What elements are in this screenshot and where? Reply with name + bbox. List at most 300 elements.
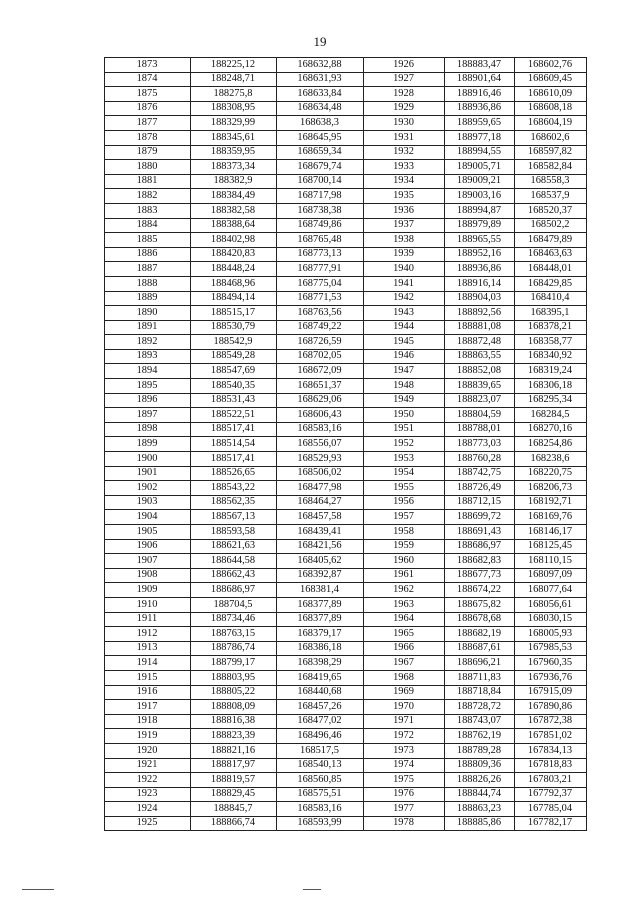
- cell-point-number-left: 1910: [105, 597, 191, 612]
- cell-y-right: 167792,37: [515, 787, 587, 802]
- cell-point-number-right: 1927: [364, 72, 445, 87]
- cell-y-right: 168410,4: [515, 291, 587, 306]
- table-row: [105, 364, 587, 379]
- cell-x-left: 188547,69: [191, 364, 277, 379]
- cell-point-number-left: 1911: [105, 612, 191, 627]
- cell-x-left: 188817,97: [191, 758, 277, 773]
- cell-point-number-right: 1946: [364, 349, 445, 364]
- cell-point-number-right: 1969: [364, 685, 445, 700]
- table-row: [105, 72, 587, 87]
- table-row: [105, 58, 587, 73]
- cell-y-left: 168506,02: [277, 466, 364, 481]
- cell-x-right: 188863,55: [445, 349, 515, 364]
- cell-point-number-left: 1884: [105, 218, 191, 233]
- table-row: [105, 437, 587, 452]
- cell-x-right: 188682,19: [445, 627, 515, 642]
- cell-y-left: 168496,46: [277, 729, 364, 744]
- cell-x-right: 188678,68: [445, 612, 515, 627]
- cell-point-number-right: 1970: [364, 700, 445, 715]
- cell-y-right: 168284,5: [515, 408, 587, 423]
- cell-point-number-left: 1887: [105, 262, 191, 277]
- table-row: [105, 160, 587, 175]
- cell-point-number-right: 1954: [364, 466, 445, 481]
- cell-y-left: 168405,62: [277, 554, 364, 569]
- cell-y-left: 168556,07: [277, 437, 364, 452]
- cell-x-left: 188803,95: [191, 670, 277, 685]
- cell-point-number-left: 1918: [105, 714, 191, 729]
- cell-x-left: 188468,96: [191, 276, 277, 291]
- cell-x-left: 188819,57: [191, 773, 277, 788]
- cell-point-number-left: 1892: [105, 335, 191, 350]
- cell-x-left: 188567,13: [191, 510, 277, 525]
- cell-point-number-right: 1937: [364, 218, 445, 233]
- cell-y-left: 168439,41: [277, 525, 364, 540]
- cell-point-number-left: 1879: [105, 145, 191, 160]
- cell-x-left: 188821,16: [191, 743, 277, 758]
- cell-point-number-right: 1926: [364, 58, 445, 73]
- cell-point-number-right: 1928: [364, 87, 445, 102]
- cell-x-right: 188885,86: [445, 816, 515, 831]
- table-row: [105, 262, 587, 277]
- cell-x-right: 188712,15: [445, 495, 515, 510]
- cell-x-right: 188901,64: [445, 72, 515, 87]
- cell-x-left: 188823,39: [191, 729, 277, 744]
- cell-point-number-left: 1899: [105, 437, 191, 452]
- cell-y-right: 167785,04: [515, 802, 587, 817]
- cell-y-right: 167803,21: [515, 773, 587, 788]
- cell-y-left: 168717,98: [277, 189, 364, 204]
- cell-y-left: 168672,09: [277, 364, 364, 379]
- cell-x-left: 188514,54: [191, 437, 277, 452]
- cell-x-right: 188936,86: [445, 101, 515, 116]
- cell-point-number-left: 1896: [105, 393, 191, 408]
- cell-point-number-right: 1974: [364, 758, 445, 773]
- cell-point-number-left: 1923: [105, 787, 191, 802]
- cell-x-right: 188789,28: [445, 743, 515, 758]
- cell-point-number-right: 1972: [364, 729, 445, 744]
- table-row: [105, 203, 587, 218]
- cell-point-number-left: 1878: [105, 130, 191, 145]
- cell-point-number-left: 1877: [105, 116, 191, 131]
- cell-point-number-right: 1953: [364, 452, 445, 467]
- cell-point-number-left: 1904: [105, 510, 191, 525]
- cell-point-number-right: 1962: [364, 583, 445, 598]
- cell-y-right: 168479,89: [515, 233, 587, 248]
- cell-x-left: 188308,95: [191, 101, 277, 116]
- cell-y-right: 167872,38: [515, 714, 587, 729]
- cell-point-number-right: 1945: [364, 335, 445, 350]
- cell-y-right: 168448,01: [515, 262, 587, 277]
- table-row: [105, 422, 587, 437]
- cell-x-right: 188773,03: [445, 437, 515, 452]
- cell-point-number-right: 1967: [364, 656, 445, 671]
- cell-point-number-left: 1925: [105, 816, 191, 831]
- cell-point-number-right: 1971: [364, 714, 445, 729]
- cell-point-number-left: 1880: [105, 160, 191, 175]
- cell-x-right: 188892,56: [445, 306, 515, 321]
- table-row: [105, 685, 587, 700]
- cell-x-left: 188373,34: [191, 160, 277, 175]
- cell-x-right: 189003,16: [445, 189, 515, 204]
- cell-y-left: 168421,56: [277, 539, 364, 554]
- table-row: [105, 481, 587, 496]
- cell-x-left: 188384,49: [191, 189, 277, 204]
- cell-x-left: 188402,98: [191, 233, 277, 248]
- cell-y-right: 168192,71: [515, 495, 587, 510]
- cell-x-left: 188382,58: [191, 203, 277, 218]
- cell-y-left: 168560,85: [277, 773, 364, 788]
- table-row: [105, 189, 587, 204]
- cell-x-right: 188844,74: [445, 787, 515, 802]
- table-row: [105, 349, 587, 364]
- cell-point-number-left: 1901: [105, 466, 191, 481]
- table-row: [105, 291, 587, 306]
- cell-y-left: 168464,27: [277, 495, 364, 510]
- cell-y-left: 168419,65: [277, 670, 364, 685]
- cell-y-right: 167782,17: [515, 816, 587, 831]
- cell-x-right: 188977,18: [445, 130, 515, 145]
- cell-y-right: 168610,09: [515, 87, 587, 102]
- cell-point-number-left: 1890: [105, 306, 191, 321]
- cell-x-right: 188823,07: [445, 393, 515, 408]
- cell-point-number-right: 1941: [364, 276, 445, 291]
- cell-y-right: 168110,15: [515, 554, 587, 569]
- cell-y-left: 168702,05: [277, 349, 364, 364]
- cell-y-left: 168398,29: [277, 656, 364, 671]
- table-row: [105, 583, 587, 598]
- cell-y-left: 168632,88: [277, 58, 364, 73]
- cell-x-right: 188677,73: [445, 568, 515, 583]
- page-number: 19: [313, 34, 327, 49]
- cell-y-left: 168651,37: [277, 379, 364, 394]
- cell-x-right: 188696,21: [445, 656, 515, 671]
- table-row: [105, 539, 587, 554]
- cell-point-number-left: 1881: [105, 174, 191, 189]
- cell-y-left: 168645,95: [277, 130, 364, 145]
- cell-x-left: 188549,28: [191, 349, 277, 364]
- cell-y-right: 168169,76: [515, 510, 587, 525]
- cell-point-number-right: 1936: [364, 203, 445, 218]
- table-row: [105, 174, 587, 189]
- table-row: [105, 568, 587, 583]
- cell-point-number-right: 1973: [364, 743, 445, 758]
- table-row: [105, 233, 587, 248]
- cell-y-right: 168319,24: [515, 364, 587, 379]
- cell-x-left: 188494,14: [191, 291, 277, 306]
- table-row: [105, 612, 587, 627]
- cell-point-number-right: 1932: [364, 145, 445, 160]
- cell-point-number-left: 1889: [105, 291, 191, 306]
- cell-y-left: 168517,5: [277, 743, 364, 758]
- cell-y-right: 168340,92: [515, 349, 587, 364]
- table-row: [105, 714, 587, 729]
- cell-x-left: 188786,74: [191, 641, 277, 656]
- table-row: [105, 335, 587, 350]
- cell-y-left: 168700,14: [277, 174, 364, 189]
- cell-y-left: 168529,93: [277, 452, 364, 467]
- cell-x-left: 188530,79: [191, 320, 277, 335]
- cell-point-number-left: 1873: [105, 58, 191, 73]
- table-row: [105, 408, 587, 423]
- cell-point-number-left: 1906: [105, 539, 191, 554]
- cell-y-left: 168749,22: [277, 320, 364, 335]
- table-row: [105, 276, 587, 291]
- cell-x-left: 188517,41: [191, 452, 277, 467]
- cell-point-number-left: 1882: [105, 189, 191, 204]
- cell-point-number-right: 1947: [364, 364, 445, 379]
- table-row: [105, 802, 587, 817]
- table-row: [105, 816, 587, 831]
- cell-point-number-left: 1885: [105, 233, 191, 248]
- table-row: [105, 452, 587, 467]
- cell-x-right: 188687,61: [445, 641, 515, 656]
- cell-x-left: 188515,17: [191, 306, 277, 321]
- table-row: [105, 247, 587, 262]
- cell-x-left: 188662,43: [191, 568, 277, 583]
- cell-point-number-right: 1930: [364, 116, 445, 131]
- cell-point-number-left: 1886: [105, 247, 191, 262]
- cell-y-left: 168765,48: [277, 233, 364, 248]
- cell-x-right: 188881,08: [445, 320, 515, 335]
- cell-point-number-right: 1935: [364, 189, 445, 204]
- table-row: [105, 670, 587, 685]
- cell-y-right: 168220,75: [515, 466, 587, 481]
- cell-point-number-right: 1950: [364, 408, 445, 423]
- cell-y-left: 168638,3: [277, 116, 364, 131]
- cell-point-number-right: 1944: [364, 320, 445, 335]
- table-row: [105, 393, 587, 408]
- cell-y-left: 168477,02: [277, 714, 364, 729]
- cell-point-number-right: 1961: [364, 568, 445, 583]
- cell-y-left: 168583,16: [277, 802, 364, 817]
- cell-point-number-left: 1914: [105, 656, 191, 671]
- cell-x-right: 188743,07: [445, 714, 515, 729]
- cell-point-number-right: 1955: [364, 481, 445, 496]
- cell-y-right: 168582,84: [515, 160, 587, 175]
- table-row: [105, 787, 587, 802]
- cell-y-left: 168593,99: [277, 816, 364, 831]
- table-row: [105, 597, 587, 612]
- cell-point-number-right: 1959: [364, 539, 445, 554]
- cell-x-right: 189005,71: [445, 160, 515, 175]
- cell-x-right: 188760,28: [445, 452, 515, 467]
- cell-point-number-left: 1909: [105, 583, 191, 598]
- cell-y-right: 168254,86: [515, 437, 587, 452]
- cell-x-left: 188829,45: [191, 787, 277, 802]
- cell-point-number-right: 1940: [364, 262, 445, 277]
- cell-y-right: 168206,73: [515, 481, 587, 496]
- cell-point-number-left: 1916: [105, 685, 191, 700]
- cell-y-left: 168771,53: [277, 291, 364, 306]
- footer-mark-left: [22, 889, 54, 890]
- cell-x-left: 188522,51: [191, 408, 277, 423]
- cell-x-right: 188916,46: [445, 87, 515, 102]
- cell-x-right: 188965,55: [445, 233, 515, 248]
- cell-x-right: 188883,47: [445, 58, 515, 73]
- cell-y-left: 168629,06: [277, 393, 364, 408]
- cell-y-right: 168602,76: [515, 58, 587, 73]
- cell-point-number-left: 1888: [105, 276, 191, 291]
- cell-y-left: 168392,87: [277, 568, 364, 583]
- table-row: [105, 116, 587, 131]
- table-row: [105, 306, 587, 321]
- cell-point-number-right: 1964: [364, 612, 445, 627]
- cell-y-left: 168457,58: [277, 510, 364, 525]
- table-row: [105, 87, 587, 102]
- cell-x-left: 188543,22: [191, 481, 277, 496]
- cell-y-right: 168502,2: [515, 218, 587, 233]
- cell-x-left: 188805,22: [191, 685, 277, 700]
- cell-x-right: 188979,89: [445, 218, 515, 233]
- cell-x-right: 188686,97: [445, 539, 515, 554]
- table-row: [105, 145, 587, 160]
- cell-x-left: 188799,17: [191, 656, 277, 671]
- cell-x-left: 188531,43: [191, 393, 277, 408]
- cell-point-number-right: 1943: [364, 306, 445, 321]
- cell-x-left: 188866,74: [191, 816, 277, 831]
- cell-point-number-left: 1920: [105, 743, 191, 758]
- cell-y-left: 168763,56: [277, 306, 364, 321]
- cell-x-right: 188682,83: [445, 554, 515, 569]
- cell-point-number-right: 1978: [364, 816, 445, 831]
- cell-y-left: 168777,91: [277, 262, 364, 277]
- cell-y-right: 168238,6: [515, 452, 587, 467]
- cell-x-right: 189009,21: [445, 174, 515, 189]
- cell-x-right: 188872,48: [445, 335, 515, 350]
- cell-y-left: 168457,26: [277, 700, 364, 715]
- cell-y-left: 168440,68: [277, 685, 364, 700]
- cell-point-number-left: 1907: [105, 554, 191, 569]
- table-row: [105, 554, 587, 569]
- table-row: [105, 379, 587, 394]
- cell-x-right: 188804,59: [445, 408, 515, 423]
- cell-y-right: 168097,09: [515, 568, 587, 583]
- cell-point-number-right: 1934: [364, 174, 445, 189]
- cell-y-right: 167985,53: [515, 641, 587, 656]
- cell-x-right: 188675,82: [445, 597, 515, 612]
- cell-x-left: 188704,5: [191, 597, 277, 612]
- cell-x-right: 188788,01: [445, 422, 515, 437]
- cell-x-right: 188726,49: [445, 481, 515, 496]
- cell-point-number-right: 1968: [364, 670, 445, 685]
- cell-x-left: 188808,09: [191, 700, 277, 715]
- cell-point-number-right: 1975: [364, 773, 445, 788]
- cell-x-right: 188699,72: [445, 510, 515, 525]
- cell-point-number-left: 1894: [105, 364, 191, 379]
- cell-y-left: 168633,84: [277, 87, 364, 102]
- cell-y-left: 168377,89: [277, 597, 364, 612]
- cell-y-right: 167960,35: [515, 656, 587, 671]
- cell-point-number-right: 1929: [364, 101, 445, 116]
- cell-x-right: 188742,75: [445, 466, 515, 481]
- cell-x-left: 188763,15: [191, 627, 277, 642]
- cell-point-number-left: 1924: [105, 802, 191, 817]
- cell-point-number-right: 1933: [364, 160, 445, 175]
- cell-x-right: 188728,72: [445, 700, 515, 715]
- cell-point-number-right: 1958: [364, 525, 445, 540]
- cell-y-left: 168775,04: [277, 276, 364, 291]
- cell-y-right: 168056,61: [515, 597, 587, 612]
- table-row: [105, 101, 587, 116]
- cell-point-number-left: 1912: [105, 627, 191, 642]
- cell-point-number-right: 1966: [364, 641, 445, 656]
- cell-x-left: 188526,65: [191, 466, 277, 481]
- cell-x-left: 188388,64: [191, 218, 277, 233]
- cell-point-number-right: 1960: [364, 554, 445, 569]
- cell-y-left: 168659,34: [277, 145, 364, 160]
- cell-point-number-right: 1931: [364, 130, 445, 145]
- cell-y-right: 168270,16: [515, 422, 587, 437]
- cell-point-number-right: 1956: [364, 495, 445, 510]
- table-row: [105, 743, 587, 758]
- cell-x-left: 188329,99: [191, 116, 277, 131]
- table-row: [105, 466, 587, 481]
- cell-y-left: 168634,48: [277, 101, 364, 116]
- cell-y-right: 167915,09: [515, 685, 587, 700]
- cell-x-right: 188994,55: [445, 145, 515, 160]
- cell-y-right: 168030,15: [515, 612, 587, 627]
- table-row: [105, 700, 587, 715]
- table-row: [105, 320, 587, 335]
- cell-point-number-left: 1915: [105, 670, 191, 685]
- cell-y-left: 168726,59: [277, 335, 364, 350]
- cell-point-number-left: 1902: [105, 481, 191, 496]
- cell-x-left: 188248,71: [191, 72, 277, 87]
- cell-point-number-right: 1949: [364, 393, 445, 408]
- cell-y-right: 168295,34: [515, 393, 587, 408]
- cell-x-right: 188711,83: [445, 670, 515, 685]
- table-row: [105, 773, 587, 788]
- cell-y-right: 167851,02: [515, 729, 587, 744]
- cell-y-right: 168358,77: [515, 335, 587, 350]
- cell-point-number-right: 1976: [364, 787, 445, 802]
- cell-point-number-right: 1977: [364, 802, 445, 817]
- cell-point-number-left: 1895: [105, 379, 191, 394]
- coordinates-table: [104, 57, 587, 831]
- cell-x-left: 188621,63: [191, 539, 277, 554]
- cell-y-right: 168077,64: [515, 583, 587, 598]
- cell-y-right: 168429,85: [515, 276, 587, 291]
- cell-y-right: 168609,45: [515, 72, 587, 87]
- cell-y-left: 168386,18: [277, 641, 364, 656]
- table-row: [105, 641, 587, 656]
- cell-y-left: 168377,89: [277, 612, 364, 627]
- cell-x-right: 188718,84: [445, 685, 515, 700]
- table-row: [105, 656, 587, 671]
- cell-point-number-right: 1939: [364, 247, 445, 262]
- cell-x-left: 188448,24: [191, 262, 277, 277]
- cell-y-right: 168558,3: [515, 174, 587, 189]
- cell-y-right: 167890,86: [515, 700, 587, 715]
- cell-point-number-left: 1919: [105, 729, 191, 744]
- cell-y-left: 168631,93: [277, 72, 364, 87]
- cell-x-left: 188420,83: [191, 247, 277, 262]
- cell-y-left: 168379,17: [277, 627, 364, 642]
- cell-y-left: 168738,38: [277, 203, 364, 218]
- table-row: [105, 218, 587, 233]
- table-row: [105, 729, 587, 744]
- cell-y-right: 168537,9: [515, 189, 587, 204]
- cell-x-right: 188952,16: [445, 247, 515, 262]
- cell-y-right: 168597,82: [515, 145, 587, 160]
- cell-point-number-left: 1900: [105, 452, 191, 467]
- cell-x-left: 188734,46: [191, 612, 277, 627]
- cell-x-right: 188691,43: [445, 525, 515, 540]
- cell-x-left: 188644,58: [191, 554, 277, 569]
- cell-point-number-left: 1908: [105, 568, 191, 583]
- cell-point-number-right: 1948: [364, 379, 445, 394]
- cell-point-number-right: 1938: [364, 233, 445, 248]
